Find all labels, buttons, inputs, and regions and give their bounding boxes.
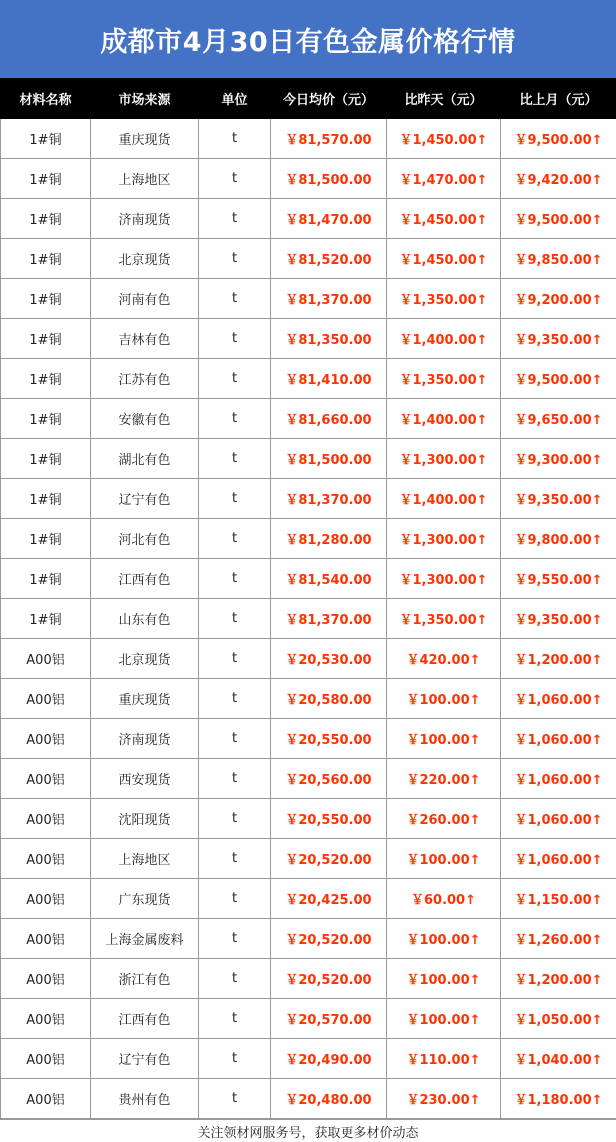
- market-cell: 湖北有色: [91, 439, 199, 479]
- vs-last-month-cell: ￥1,060.00↑: [501, 719, 616, 759]
- table-row: [1, 1079, 616, 1119]
- vs-yesterday-cell: ￥110.00↑: [387, 1039, 501, 1079]
- header-avg-price: 今日均价（元）: [271, 79, 387, 119]
- material-cell: 1#铜: [1, 279, 91, 319]
- vs-yesterday-cell: ￥1,400.00↑: [387, 319, 501, 359]
- material-cell: A00铝: [1, 719, 91, 759]
- vs-yesterday-cell: ￥220.00↑: [387, 759, 501, 799]
- market-cell: 广东现货: [91, 879, 199, 919]
- avg-price-cell: ￥20,520.00: [271, 839, 387, 879]
- market-cell: 北京现货: [91, 639, 199, 679]
- market-cell: 山东有色: [91, 599, 199, 639]
- vs-last-month-cell: ￥9,420.00↑: [501, 159, 616, 199]
- market-cell: 安徽有色: [91, 399, 199, 439]
- vs-last-month-cell: ￥1,260.00↑: [501, 919, 616, 959]
- table-row: [1, 799, 616, 839]
- vs-last-month-cell: ￥9,800.00↑: [501, 519, 616, 559]
- header-vs-yesterday: 比昨天（元）: [387, 79, 501, 119]
- material-cell: 1#铜: [1, 439, 91, 479]
- vs-yesterday-cell: ￥1,350.00↑: [387, 599, 501, 639]
- vs-yesterday-cell: ￥1,300.00↑: [387, 519, 501, 559]
- vs-last-month-cell: ￥1,050.00↑: [501, 999, 616, 1039]
- avg-price-cell: ￥20,580.00: [271, 679, 387, 719]
- table-row: [1, 919, 616, 959]
- material-cell: 1#铜: [1, 199, 91, 239]
- table-row: [1, 199, 616, 239]
- material-cell: 1#铜: [1, 119, 91, 159]
- header-market: 市场来源: [91, 79, 199, 119]
- unit-cell: t: [199, 359, 271, 399]
- material-cell: 1#铜: [1, 239, 91, 279]
- avg-price-cell: ￥81,540.00: [271, 559, 387, 599]
- table-row: [1, 999, 616, 1039]
- material-cell: A00铝: [1, 639, 91, 679]
- avg-price-cell: ￥81,370.00: [271, 279, 387, 319]
- avg-price-cell: ￥81,470.00: [271, 199, 387, 239]
- vs-yesterday-cell: ￥1,350.00↑: [387, 359, 501, 399]
- market-cell: 上海金属废料: [91, 919, 199, 959]
- vs-last-month-cell: ￥9,500.00↑: [501, 359, 616, 399]
- avg-price-cell: ￥81,500.00: [271, 439, 387, 479]
- unit-cell: t: [199, 999, 271, 1039]
- avg-price-cell: ￥20,560.00: [271, 759, 387, 799]
- material-cell: 1#铜: [1, 359, 91, 399]
- vs-yesterday-cell: ￥60.00↑: [387, 879, 501, 919]
- footer-note: 关注领材网服务号，获取更多材价动态: [0, 1119, 616, 1142]
- unit-cell: t: [199, 1079, 271, 1119]
- page-title: 成都市4月30日有色金属价格行情: [0, 0, 616, 78]
- vs-yesterday-cell: ￥1,300.00↑: [387, 559, 501, 599]
- table-row: [1, 959, 616, 999]
- vs-yesterday-cell: ￥100.00↑: [387, 679, 501, 719]
- avg-price-cell: ￥81,660.00: [271, 399, 387, 439]
- unit-cell: t: [199, 119, 271, 159]
- header-unit: 单位: [199, 79, 271, 119]
- vs-last-month-cell: ￥9,550.00↑: [501, 559, 616, 599]
- material-cell: A00铝: [1, 1039, 91, 1079]
- vs-yesterday-cell: ￥1,400.00↑: [387, 399, 501, 439]
- unit-cell: t: [199, 799, 271, 839]
- vs-yesterday-cell: ￥100.00↑: [387, 959, 501, 999]
- vs-last-month-cell: ￥1,060.00↑: [501, 759, 616, 799]
- market-cell: 河南有色: [91, 279, 199, 319]
- market-cell: 吉林有色: [91, 319, 199, 359]
- vs-yesterday-cell: ￥1,300.00↑: [387, 439, 501, 479]
- table-row: [1, 1039, 616, 1079]
- unit-cell: t: [199, 919, 271, 959]
- vs-yesterday-cell: ￥230.00↑: [387, 1079, 501, 1119]
- unit-cell: t: [199, 959, 271, 999]
- avg-price-cell: ￥20,480.00: [271, 1079, 387, 1119]
- material-cell: 1#铜: [1, 319, 91, 359]
- avg-price-cell: ￥20,550.00: [271, 719, 387, 759]
- vs-last-month-cell: ￥1,200.00↑: [501, 639, 616, 679]
- vs-yesterday-cell: ￥100.00↑: [387, 719, 501, 759]
- table-row: [1, 639, 616, 679]
- market-cell: 西安现货: [91, 759, 199, 799]
- table-row: [1, 479, 616, 519]
- material-cell: A00铝: [1, 1079, 91, 1119]
- market-cell: 河北有色: [91, 519, 199, 559]
- unit-cell: t: [199, 719, 271, 759]
- market-cell: 江西有色: [91, 559, 199, 599]
- vs-last-month-cell: ￥9,200.00↑: [501, 279, 616, 319]
- unit-cell: t: [199, 319, 271, 359]
- vs-last-month-cell: ￥9,300.00↑: [501, 439, 616, 479]
- vs-last-month-cell: ￥9,500.00↑: [501, 199, 616, 239]
- table-row: [1, 399, 616, 439]
- unit-cell: t: [199, 599, 271, 639]
- material-cell: A00铝: [1, 759, 91, 799]
- unit-cell: t: [199, 679, 271, 719]
- avg-price-cell: ￥20,520.00: [271, 959, 387, 999]
- table-row: [1, 119, 616, 159]
- avg-price-cell: ￥81,370.00: [271, 479, 387, 519]
- vs-yesterday-cell: ￥100.00↑: [387, 999, 501, 1039]
- avg-price-cell: ￥20,520.00: [271, 919, 387, 959]
- table-row: [1, 279, 616, 319]
- material-cell: A00铝: [1, 679, 91, 719]
- material-cell: 1#铜: [1, 599, 91, 639]
- market-cell: 重庆现货: [91, 119, 199, 159]
- vs-last-month-cell: ￥9,850.00↑: [501, 239, 616, 279]
- header-material: 材料名称: [1, 79, 91, 119]
- market-cell: 上海地区: [91, 839, 199, 879]
- table-row: [1, 559, 616, 599]
- header-vs-last-month: 比上月（元）: [501, 79, 616, 119]
- avg-price-cell: ￥81,570.00: [271, 119, 387, 159]
- table-body: [1, 119, 616, 1119]
- market-cell: 沈阳现货: [91, 799, 199, 839]
- market-cell: 北京现货: [91, 239, 199, 279]
- table-row: [1, 239, 616, 279]
- vs-yesterday-cell: ￥420.00↑: [387, 639, 501, 679]
- vs-last-month-cell: ￥1,060.00↑: [501, 799, 616, 839]
- price-table: [0, 78, 616, 1119]
- vs-last-month-cell: ￥9,350.00↑: [501, 319, 616, 359]
- avg-price-cell: ￥81,410.00: [271, 359, 387, 399]
- material-cell: 1#铜: [1, 159, 91, 199]
- table-row: [1, 439, 616, 479]
- vs-last-month-cell: ￥1,060.00↑: [501, 679, 616, 719]
- vs-yesterday-cell: ￥1,400.00↑: [387, 479, 501, 519]
- vs-last-month-cell: ￥9,650.00↑: [501, 399, 616, 439]
- market-cell: 重庆现货: [91, 679, 199, 719]
- vs-yesterday-cell: ￥100.00↑: [387, 919, 501, 959]
- vs-last-month-cell: ￥1,040.00↑: [501, 1039, 616, 1079]
- table-row: [1, 319, 616, 359]
- unit-cell: t: [199, 159, 271, 199]
- avg-price-cell: ￥20,570.00: [271, 999, 387, 1039]
- material-cell: A00铝: [1, 839, 91, 879]
- table-row: [1, 519, 616, 559]
- unit-cell: t: [199, 559, 271, 599]
- market-cell: 辽宁有色: [91, 479, 199, 519]
- unit-cell: t: [199, 199, 271, 239]
- vs-yesterday-cell: ￥1,450.00↑: [387, 199, 501, 239]
- market-cell: 浙江有色: [91, 959, 199, 999]
- material-cell: A00铝: [1, 879, 91, 919]
- vs-last-month-cell: ￥1,060.00↑: [501, 839, 616, 879]
- market-cell: 江苏有色: [91, 359, 199, 399]
- vs-yesterday-cell: ￥100.00↑: [387, 839, 501, 879]
- unit-cell: t: [199, 239, 271, 279]
- vs-yesterday-cell: ￥260.00↑: [387, 799, 501, 839]
- table-row: [1, 599, 616, 639]
- vs-last-month-cell: ￥1,180.00↑: [501, 1079, 616, 1119]
- vs-yesterday-cell: ￥1,350.00↑: [387, 279, 501, 319]
- vs-yesterday-cell: ￥1,450.00↑: [387, 239, 501, 279]
- vs-last-month-cell: ￥9,350.00↑: [501, 599, 616, 639]
- avg-price-cell: ￥81,500.00: [271, 159, 387, 199]
- material-cell: A00铝: [1, 919, 91, 959]
- avg-price-cell: ￥20,550.00: [271, 799, 387, 839]
- avg-price-cell: ￥81,280.00: [271, 519, 387, 559]
- table-row: [1, 159, 616, 199]
- unit-cell: t: [199, 519, 271, 559]
- unit-cell: t: [199, 479, 271, 519]
- material-cell: 1#铜: [1, 559, 91, 599]
- table-row: [1, 679, 616, 719]
- avg-price-cell: ￥20,530.00: [271, 639, 387, 679]
- material-cell: 1#铜: [1, 519, 91, 559]
- vs-yesterday-cell: ￥1,470.00↑: [387, 159, 501, 199]
- market-cell: 贵州有色: [91, 1079, 199, 1119]
- unit-cell: t: [199, 439, 271, 479]
- material-cell: A00铝: [1, 799, 91, 839]
- vs-last-month-cell: ￥9,500.00↑: [501, 119, 616, 159]
- unit-cell: t: [199, 639, 271, 679]
- avg-price-cell: ￥20,490.00: [271, 1039, 387, 1079]
- avg-price-cell: ￥81,370.00: [271, 599, 387, 639]
- market-cell: 上海地区: [91, 159, 199, 199]
- table-row: [1, 719, 616, 759]
- market-cell: 济南现货: [91, 199, 199, 239]
- market-cell: 江西有色: [91, 999, 199, 1039]
- unit-cell: t: [199, 759, 271, 799]
- avg-price-cell: ￥20,425.00: [271, 879, 387, 919]
- unit-cell: t: [199, 279, 271, 319]
- unit-cell: t: [199, 839, 271, 879]
- unit-cell: t: [199, 879, 271, 919]
- vs-last-month-cell: ￥1,150.00↑: [501, 879, 616, 919]
- vs-yesterday-cell: ￥1,450.00↑: [387, 119, 501, 159]
- table-row: [1, 759, 616, 799]
- material-cell: 1#铜: [1, 479, 91, 519]
- material-cell: 1#铜: [1, 399, 91, 439]
- table-row: [1, 359, 616, 399]
- material-cell: A00铝: [1, 999, 91, 1039]
- material-cell: A00铝: [1, 959, 91, 999]
- unit-cell: t: [199, 1039, 271, 1079]
- avg-price-cell: ￥81,520.00: [271, 239, 387, 279]
- market-cell: 辽宁有色: [91, 1039, 199, 1079]
- market-cell: 济南现货: [91, 719, 199, 759]
- table-row: [1, 879, 616, 919]
- vs-last-month-cell: ￥1,200.00↑: [501, 959, 616, 999]
- avg-price-cell: ￥81,350.00: [271, 319, 387, 359]
- table-header-row: [1, 79, 616, 119]
- vs-last-month-cell: ￥9,350.00↑: [501, 479, 616, 519]
- table-row: [1, 839, 616, 879]
- unit-cell: t: [199, 399, 271, 439]
